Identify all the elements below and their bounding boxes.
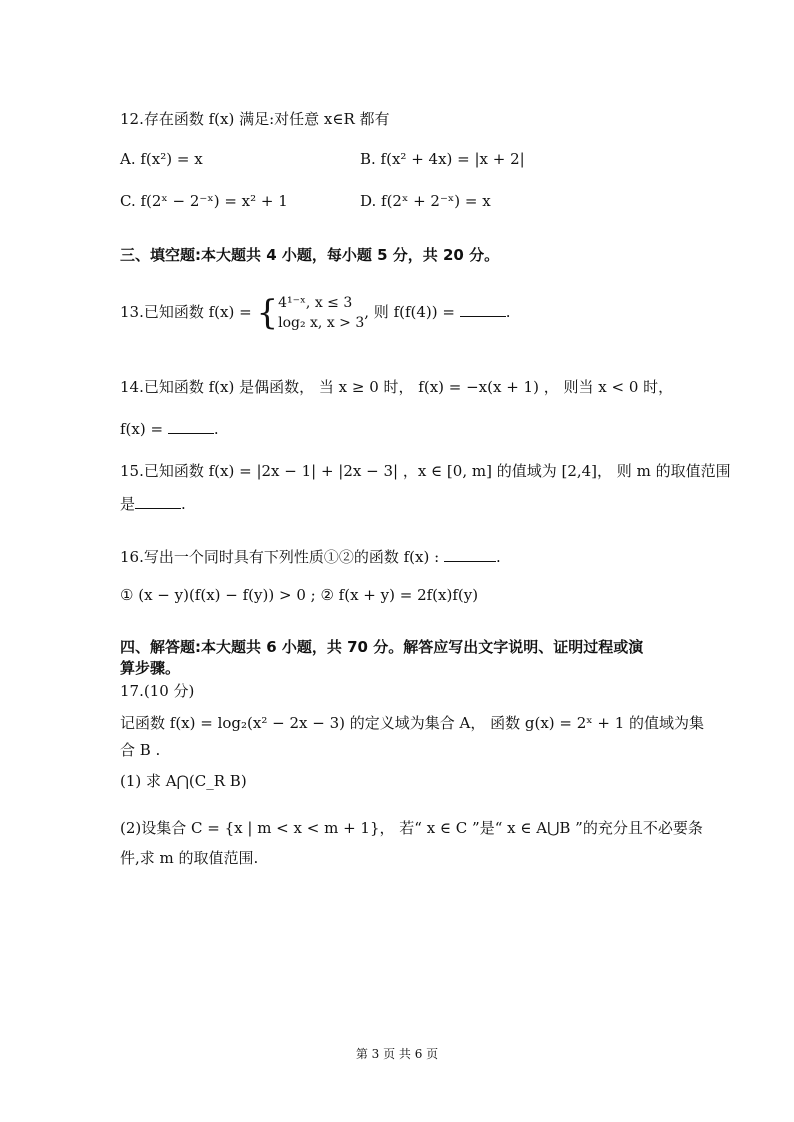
q13-answer-blank <box>460 302 506 317</box>
q17-line-1: 记函数 f(x) = log₂(x² − 2x − 3) 的定义域为集合 A， 函数 g(x) = 2ˣ + 1 的值域为集 <box>120 714 705 732</box>
q14-line-1: 14.已知函数 f(x) 是偶函数， 当 x ≥ 0 时， f(x) = −x(x + 1) ， 则当 x < 0 时， <box>120 378 674 396</box>
q14-line-2 <box>120 418 219 440</box>
q13-prefix: 13.已知函数 f(x) = <box>120 303 257 321</box>
section-4-heading-line-2: 算步骤。 <box>120 659 181 677</box>
q12-option-a: A. f(x²) = x <box>120 150 203 168</box>
q17-label: 17.(10 分) <box>120 682 195 700</box>
q15-line-2-prefix: 是 <box>120 495 136 513</box>
q13-case-1: 4¹⁻ˣ, x ≤ 3 <box>278 295 353 311</box>
q12-option-c: C. f(2ˣ − 2⁻ˣ) = x² + 1 <box>120 192 288 210</box>
q13-case-2: log₂ x, x > 3 <box>278 315 365 331</box>
q17-part-1: (1) 求 A⋂(C_R B) <box>120 772 247 790</box>
section-3-heading: 三、填空题:本大题共 4 小题，每小题 5 分，共 20 分。 <box>120 246 500 264</box>
q12-option-d: D. f(2ˣ + 2⁻ˣ) = x <box>360 192 491 210</box>
q14-line-2-prefix: f(x) = <box>120 420 168 438</box>
q16-line-1-prefix: 16.写出一个同时具有下列性质①②的函数 f(x) : <box>120 548 444 566</box>
q15-end: . <box>181 495 186 513</box>
q16-answer-blank <box>444 547 496 562</box>
piecewise-brace: { <box>256 293 279 333</box>
q15-line-2 <box>120 493 186 515</box>
q14-answer-blank <box>168 419 214 434</box>
q16-line-1 <box>120 546 501 568</box>
q15-answer-blank <box>135 494 181 509</box>
q17-part-2-line-2: 件,求 m 的取值范围. <box>120 849 259 867</box>
q15-line-1: 15.已知函数 f(x) = |2x − 1| + |2x − 3| ，x ∈ [0, m] 的值域为 [2,4]， 则 m 的取值范围 <box>120 462 731 480</box>
q13-piecewise <box>278 293 364 333</box>
q13-end: . <box>505 303 511 321</box>
q13-suffix: , 则 f(f(4)) = <box>364 303 460 321</box>
q17-line-2: 合 B . <box>120 741 161 759</box>
q16-end: . <box>495 548 501 566</box>
q17-part-2-line-1: (2)设集合 C = {x | m < x < m + 1}， 若“ x ∈ C ”是“ x ∈ A⋃B ”的充分且不必要条 <box>120 819 703 837</box>
q14-end: . <box>213 420 219 438</box>
page-footer: 第 3 页 共 6 页 <box>355 1047 439 1061</box>
q12-option-b: B. f(x² + 4x) = |x + 2| <box>360 150 525 168</box>
section-4-heading-line-1: 四、解答题:本大题共 6 小题，共 70 分。解答应写出文字说明、证明过程或演 <box>120 638 644 656</box>
q13 <box>120 290 511 334</box>
q16-line-2: ① (x − y)(f(x) − f(y)) > 0 ; ② f(x + y) = 2f(x)f(y) <box>120 586 479 604</box>
q12-stem: 12.存在函数 f(x) 满足:对任意 x∈R 都有 <box>120 110 390 128</box>
